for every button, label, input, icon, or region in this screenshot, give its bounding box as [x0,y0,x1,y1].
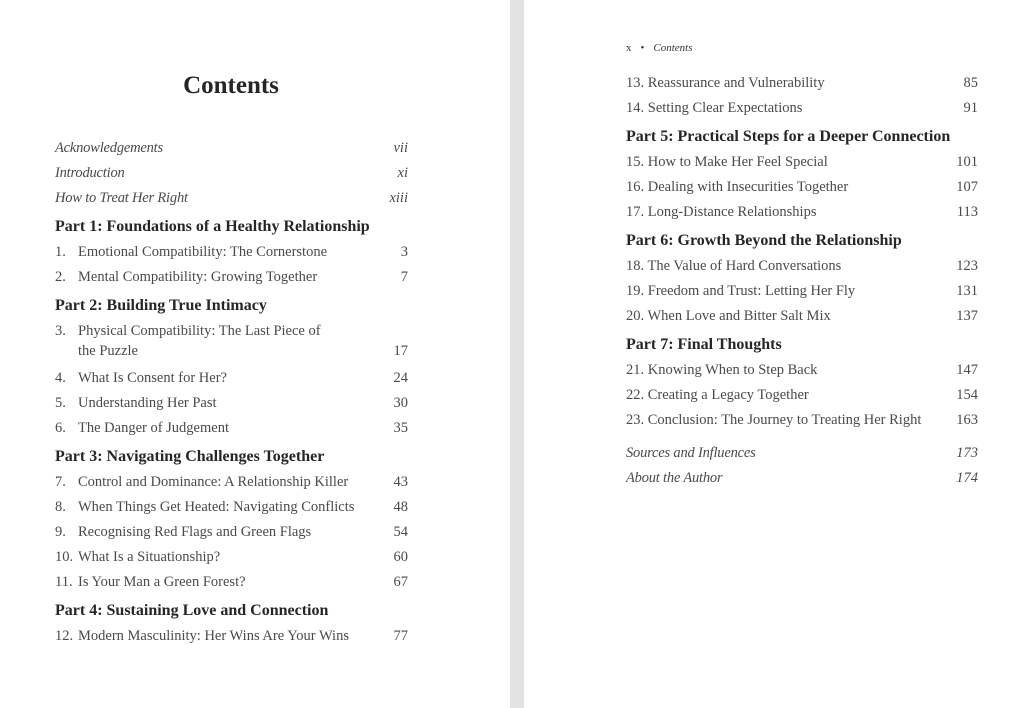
chapter-title: The Danger of Judgement [78,420,229,436]
chapter-number: 10. [55,549,74,565]
part-heading: Part 5: Practical Steps for a Deeper Connection [626,128,951,145]
toc-entry[interactable] [55,471,408,493]
page-number: 30 [393,395,408,411]
running-head-section: Contents [653,42,693,54]
chapter-number: 5. [55,395,66,411]
page-number: 43 [393,474,408,490]
toc-entry[interactable] [626,176,978,198]
chapter-number: 18. [626,258,645,274]
page-number: 60 [393,549,408,565]
page-number: 67 [393,574,408,590]
entry-title: Acknowledgements [55,140,163,156]
page-number: 85 [963,75,978,91]
entry-title: How to Treat Her Right [55,190,188,206]
page-number: 35 [393,420,408,436]
chapter-number: 1. [55,244,66,260]
page-title: Contents [183,72,279,99]
chapter-number: 6. [55,420,66,436]
part-heading: Part 4: Sustaining Love and Connection [55,602,329,619]
page-number: 77 [393,628,408,644]
page-number: 17 [393,343,408,359]
toc-entry[interactable] [626,359,978,381]
toc-entry[interactable] [626,305,978,327]
page-number: 131 [956,283,978,299]
chapter-number: 16. [626,179,645,195]
chapter-title: Control and Dominance: A Relationship Killer [78,474,349,490]
page-number: 48 [393,499,408,515]
part-heading: Part 7: Final Thoughts [626,336,782,353]
page-number: 7 [400,269,408,285]
chapter-number: 13. [626,75,645,91]
folio: x [626,42,632,54]
chapter-number: 4. [55,370,66,386]
chapter-title: Emotional Compatibility: The Cornerstone [78,244,328,260]
chapter-title: When Love and Bitter Salt Mix [647,308,831,324]
chapter-number: 2. [55,269,66,285]
chapter-number: 3. [55,323,66,339]
chapter-title: What Is a Situationship? [78,549,221,565]
toc-entry[interactable] [55,571,408,593]
chapter-number: 21. [626,362,645,378]
toc-entry[interactable] [626,151,978,173]
chapter-number: 17. [626,204,645,220]
chapter-number: 9. [55,524,66,540]
part-heading: Part 2: Building True Intimacy [55,297,267,314]
page-number: 107 [956,179,978,195]
chapter-title: When Things Get Heated: Navigating Conflicts [78,499,355,515]
toc-entry[interactable] [55,417,408,439]
chapter-title-continued: the Puzzle [78,343,138,359]
page-number: 163 [956,412,978,428]
toc-entry[interactable] [55,266,408,288]
chapter-title: Setting Clear Expectations [647,100,803,116]
chapter-number: 8. [55,499,66,515]
left-page [0,0,510,708]
chapter-number: 22. [626,387,645,403]
page-gutter [510,0,524,708]
chapter-number: 20. [626,308,645,324]
chapter-number: 14. [626,100,645,116]
toc-entry[interactable] [55,241,408,263]
chapter-title: Recognising Red Flags and Green Flags [78,524,312,540]
page-number: 54 [393,524,408,540]
chapter-title: Freedom and Trust: Letting Her Fly [647,283,856,299]
chapter-title: Mental Compatibility: Growing Together [78,269,318,285]
toc-entry[interactable] [55,137,408,159]
toc-entry[interactable] [55,496,408,518]
toc-left [55,137,408,650]
page-number: xi [397,165,408,181]
chapter-title: Conclusion: The Journey to Treating Her Right [647,412,922,428]
chapter-number: 23. [626,412,645,428]
page-number: vii [393,140,408,156]
toc-entry[interactable] [55,546,408,568]
entry-title: Introduction [55,165,125,181]
chapter-number: 15. [626,154,645,170]
toc-entry[interactable] [626,384,978,406]
toc-entry[interactable] [55,625,408,647]
chapter-number: 11. [55,574,73,590]
chapter-number: 12. [55,628,74,644]
toc-entry[interactable] [55,367,408,389]
page-number: 101 [956,154,978,170]
chapter-number: 7. [55,474,66,490]
section-gap [626,434,978,442]
toc-entry[interactable] [626,280,978,302]
toc-entry[interactable] [55,162,408,184]
chapter-title: What Is Consent for Her? [78,370,227,386]
page-number: 123 [956,258,978,274]
chapter-title: Is Your Man a Green Forest? [78,574,246,590]
toc-entry[interactable] [626,72,978,94]
page-number: 154 [956,387,978,403]
chapter-title: Physical Compatibility: The Last Piece of [78,323,321,339]
chapter-title: Modern Masculinity: Her Wins Are Your Wins [78,628,349,644]
part-heading: Part 6: Growth Beyond the Relationship [626,232,902,249]
toc-entry[interactable] [626,442,978,464]
toc-entry[interactable] [55,392,408,414]
page-number: xiii [389,190,408,206]
page-number: 3 [400,244,408,260]
right-page [524,0,1030,708]
toc-right [626,72,978,492]
chapter-title: Dealing with Insecurities Together [647,179,849,195]
toc-entry[interactable] [626,97,978,119]
page-number: 147 [956,362,978,378]
part-heading: Part 1: Foundations of a Healthy Relationship [55,218,370,235]
chapter-title: Reassurance and Vulnerability [647,75,825,91]
chapter-title: Understanding Her Past [78,395,217,411]
chapter-title: How to Make Her Feel Special [647,154,828,170]
page-number: 91 [963,100,978,116]
toc-entry[interactable] [626,201,978,223]
chapter-title: Creating a Legacy Together [647,387,809,403]
page-number: 137 [956,308,978,324]
toc-entry[interactable] [626,409,978,431]
bullet-separator: • [640,42,645,54]
running-head [626,42,692,54]
chapter-title: Knowing When to Step Back [647,362,818,378]
entry-title: Sources and Influences [626,445,756,461]
page-number: 174 [956,470,978,486]
toc-entry[interactable] [55,521,408,543]
toc-entry[interactable] [55,320,408,364]
chapter-title: Long-Distance Relationships [647,204,817,220]
part-heading: Part 3: Navigating Challenges Together [55,448,325,465]
toc-entry[interactable] [626,255,978,277]
toc-entry[interactable] [55,187,408,209]
chapter-number: 19. [626,283,645,299]
toc-entry[interactable] [626,467,978,489]
entry-title: About the Author [626,470,723,486]
chapter-title: The Value of Hard Conversations [647,258,842,274]
page-number: 24 [393,370,408,386]
page-number: 173 [956,445,978,461]
page-number: 113 [956,204,978,220]
